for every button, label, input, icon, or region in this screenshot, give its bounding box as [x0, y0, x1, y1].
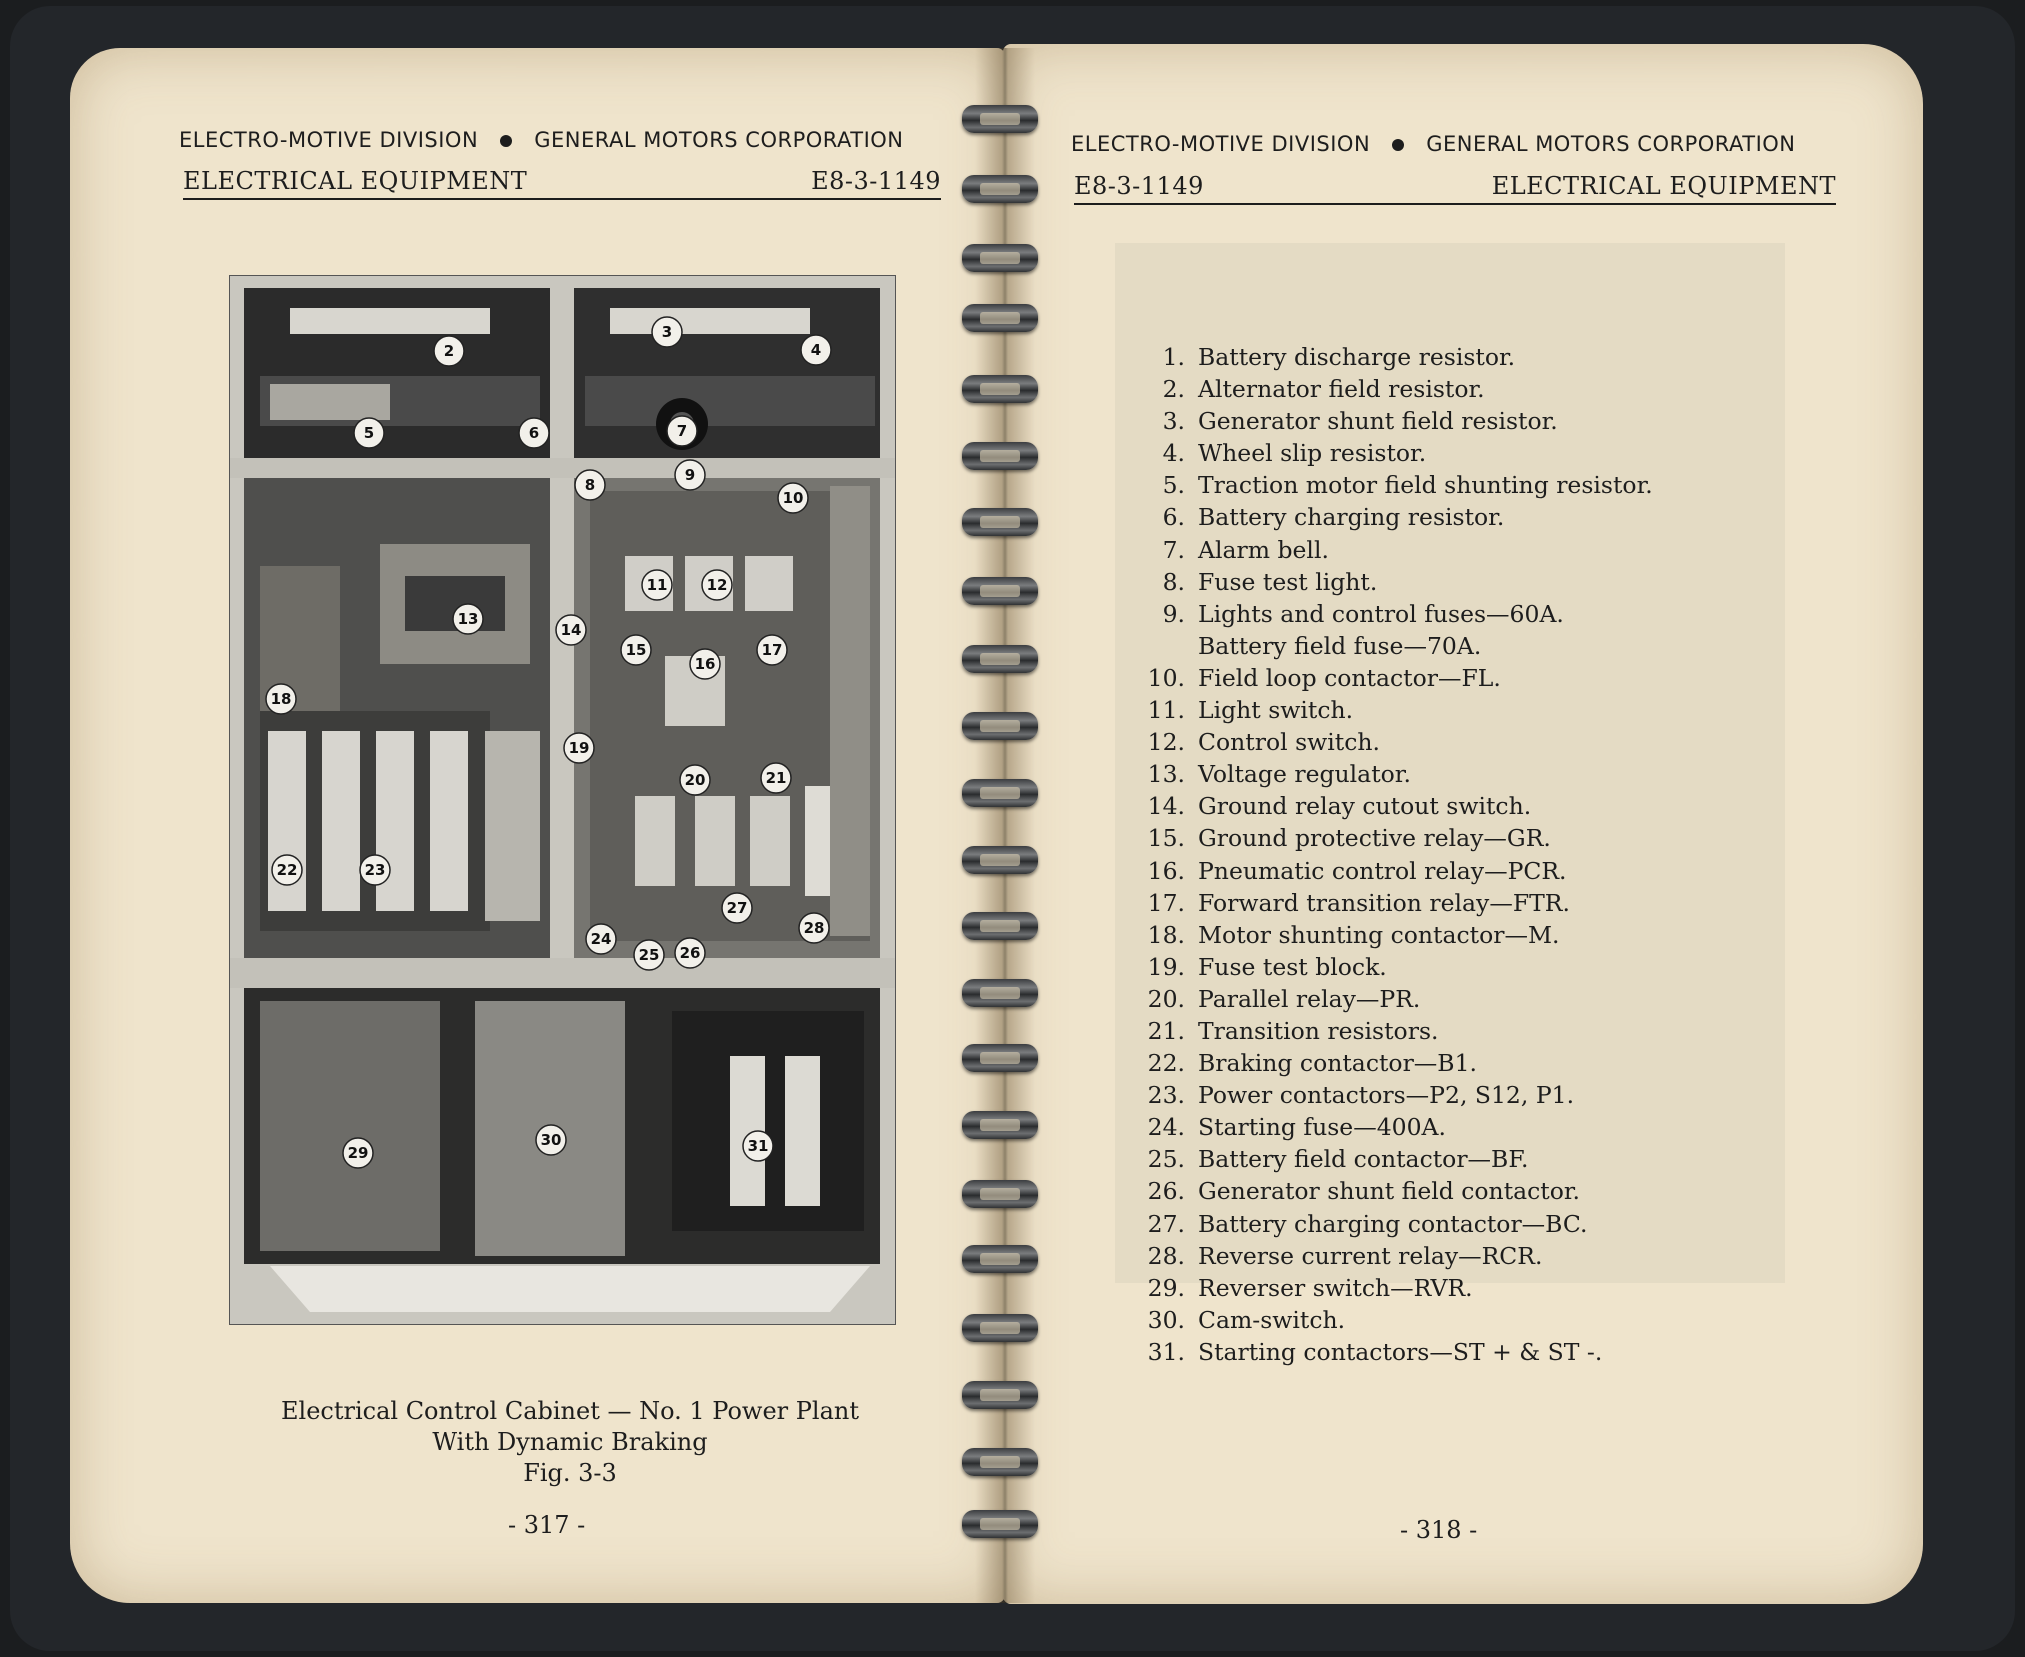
spine-shadow — [975, 48, 1035, 1603]
doc-code: E8-3-1149 — [811, 167, 941, 195]
spiral-ring — [962, 712, 1038, 740]
legend-item: 23. Power contactors—P2, S12, P1. — [1147, 1081, 1575, 1110]
spiral-ring — [962, 105, 1038, 133]
legend-item: 31. Starting contactors—ST + & ST -. — [1147, 1337, 1603, 1366]
legend-item: 13. Voltage regulator. — [1147, 760, 1411, 789]
callout-8 — [575, 470, 605, 500]
callout-24 — [586, 924, 616, 954]
caption-line-3: Fig. 3-3 — [523, 1459, 617, 1487]
component-legend — [1135, 341, 1815, 1368]
left-page — [70, 48, 1005, 1603]
svg-text:24: 24 — [590, 930, 612, 948]
bullet-dot — [500, 135, 512, 147]
legend-item: 18. Motor shunting contactor—M. — [1147, 920, 1560, 949]
legend-item: 7. Alarm bell. — [1162, 535, 1329, 564]
callout-30 — [536, 1125, 566, 1155]
svg-text:6: 6 — [528, 424, 540, 442]
svg-text:20: 20 — [684, 771, 706, 789]
division-name: ELECTRO-MOTIVE DIVISION — [1071, 132, 1371, 156]
svg-text:15: 15 — [625, 641, 647, 659]
svg-text:19: 19 — [568, 739, 590, 757]
callout-11 — [642, 570, 672, 600]
legend-item: 2. Alternator field resistor. — [1162, 375, 1485, 404]
section-title: ELECTRICAL EQUIPMENT — [1491, 172, 1836, 200]
svg-text:7: 7 — [676, 422, 688, 440]
svg-text:22: 22 — [276, 861, 298, 879]
svg-text:12: 12 — [706, 576, 728, 594]
legend-item: 6. Battery charging resistor. — [1162, 503, 1505, 532]
right-page-number: - 318 - — [1400, 1516, 1478, 1544]
spiral-ring — [962, 1245, 1038, 1273]
svg-text:18: 18 — [270, 690, 292, 708]
spiral-ring — [962, 1381, 1038, 1409]
caption-line-1: Electrical Control Cabinet — No. 1 Power Plant — [281, 1397, 859, 1425]
callout-6 — [519, 418, 549, 448]
callout-21 — [761, 763, 791, 793]
svg-text:17: 17 — [761, 641, 783, 659]
legend-item: 14. Ground relay cutout switch. — [1147, 792, 1532, 821]
corporation-name: GENERAL MOTORS CORPORATION — [534, 128, 904, 152]
callout-16 — [690, 649, 720, 679]
corporation-name: GENERAL MOTORS CORPORATION — [1426, 132, 1796, 156]
spiral-ring — [962, 1111, 1038, 1139]
legend-item: 21. Transition resistors. — [1147, 1016, 1439, 1045]
spiral-ring — [962, 442, 1038, 470]
spiral-ring — [962, 375, 1038, 403]
callout-31 — [743, 1131, 773, 1161]
legend-item: 22. Braking contactor—B1. — [1147, 1049, 1477, 1078]
svg-text:14: 14 — [560, 621, 582, 639]
svg-text:8: 8 — [584, 476, 596, 494]
svg-text:16: 16 — [694, 655, 716, 673]
right-page-top-header — [1071, 132, 1796, 156]
spiral-ring — [962, 1510, 1038, 1538]
doc-code: E8-3-1149 — [1074, 172, 1204, 200]
svg-text:25: 25 — [638, 946, 660, 964]
callout-25 — [634, 940, 664, 970]
spiral-ring — [962, 779, 1038, 807]
left-page-section-header — [183, 164, 941, 200]
legend-item-continuation: Battery field fuse—70A. — [1198, 631, 1482, 660]
callout-15 — [621, 635, 651, 665]
svg-text:28: 28 — [803, 919, 825, 937]
svg-text:23: 23 — [364, 861, 386, 879]
legend-item: 28. Reverse current relay—RCR. — [1147, 1241, 1543, 1270]
cabinet-photo — [229, 275, 896, 1325]
svg-text:26: 26 — [679, 944, 701, 962]
callout-5 — [354, 418, 384, 448]
figure-caption — [210, 1396, 930, 1489]
spiral-ring — [962, 304, 1038, 332]
svg-text:5: 5 — [363, 424, 375, 442]
caption-line-2: With Dynamic Braking — [432, 1428, 708, 1456]
callout-22 — [272, 855, 302, 885]
bullet-dot — [1392, 139, 1404, 151]
spiral-ring — [962, 1180, 1038, 1208]
legend-item: 4. Wheel slip resistor. — [1162, 439, 1427, 468]
callout-4 — [801, 335, 831, 365]
legend-item: 11. Light switch. — [1147, 696, 1354, 725]
svg-text:10: 10 — [782, 489, 804, 507]
callout-26 — [675, 938, 705, 968]
spiral-ring — [962, 1314, 1038, 1342]
svg-text:30: 30 — [540, 1131, 562, 1149]
callout-12 — [702, 570, 732, 600]
svg-text:21: 21 — [765, 769, 787, 787]
right-page-section-header — [1074, 169, 1836, 205]
legend-item: 19. Fuse test block. — [1147, 952, 1387, 981]
callout-10 — [778, 483, 808, 513]
cabinet-illustration — [230, 276, 895, 1324]
section-title: ELECTRICAL EQUIPMENT — [183, 167, 528, 195]
svg-text:27: 27 — [726, 899, 748, 917]
spiral-ring — [962, 508, 1038, 536]
callout-13 — [453, 604, 483, 634]
legend-item: 15. Ground protective relay—GR. — [1147, 824, 1551, 853]
legend-item: 24. Starting fuse—400A. — [1147, 1113, 1446, 1142]
legend-item: 30. Cam-switch. — [1147, 1305, 1346, 1334]
legend-item: 1. Battery discharge resistor. — [1162, 343, 1516, 371]
svg-text:11: 11 — [646, 576, 668, 594]
svg-text:3: 3 — [661, 323, 673, 341]
spiral-ring — [962, 175, 1038, 203]
spiral-ring — [962, 1448, 1038, 1476]
callout-18 — [266, 684, 296, 714]
svg-text:29: 29 — [347, 1144, 369, 1162]
callout-28 — [799, 913, 829, 943]
spiral-ring — [962, 1044, 1038, 1072]
svg-text:4: 4 — [810, 341, 822, 359]
spiral-ring — [962, 979, 1038, 1007]
legend-item: 3. Generator shunt field resistor. — [1162, 407, 1558, 436]
callout-14 — [556, 615, 586, 645]
svg-text:13: 13 — [457, 610, 479, 628]
spiral-ring — [962, 846, 1038, 874]
callout-23 — [360, 855, 390, 885]
svg-text:31: 31 — [747, 1137, 769, 1155]
left-page-top-header — [179, 128, 904, 152]
callout-29 — [343, 1138, 373, 1168]
spiral-ring — [962, 645, 1038, 673]
legend-item: 8. Fuse test light. — [1162, 567, 1378, 596]
callout-9 — [675, 460, 705, 490]
callout-7 — [667, 416, 697, 446]
spiral-ring — [962, 912, 1038, 940]
callout-19 — [564, 733, 594, 763]
callout-20 — [680, 765, 710, 795]
legend-item: 27. Battery charging contactor—BC. — [1147, 1209, 1588, 1238]
callout-27 — [722, 893, 752, 923]
svg-text:2: 2 — [443, 342, 455, 360]
spiral-ring — [962, 244, 1038, 272]
legend-item: 20. Parallel relay—PR. — [1147, 984, 1421, 1013]
spiral-ring — [962, 577, 1038, 605]
callout-2 — [434, 336, 464, 366]
legend-item: 16. Pneumatic control relay—PCR. — [1147, 856, 1567, 885]
legend-item: 25. Battery field contactor—BF. — [1147, 1145, 1529, 1174]
legend-item: 10. Field loop contactor—FL. — [1147, 663, 1501, 692]
legend-item: 9. Lights and control fuses—60A. — [1162, 599, 1564, 628]
legend-item: 29. Reverser switch—RVR. — [1147, 1273, 1473, 1302]
legend-item: 5. Traction motor field shunting resistor. — [1162, 471, 1653, 500]
legend-item: 17. Forward transition relay—FTR. — [1147, 888, 1570, 917]
legend-item: 26. Generator shunt field contactor. — [1147, 1177, 1581, 1206]
left-page-number: - 317 - — [508, 1511, 586, 1539]
callout-3 — [652, 317, 682, 347]
svg-text:9: 9 — [684, 466, 696, 484]
callout-17 — [757, 635, 787, 665]
division-name: ELECTRO-MOTIVE DIVISION — [179, 128, 479, 152]
legend-item: 12. Control switch. — [1147, 728, 1380, 757]
